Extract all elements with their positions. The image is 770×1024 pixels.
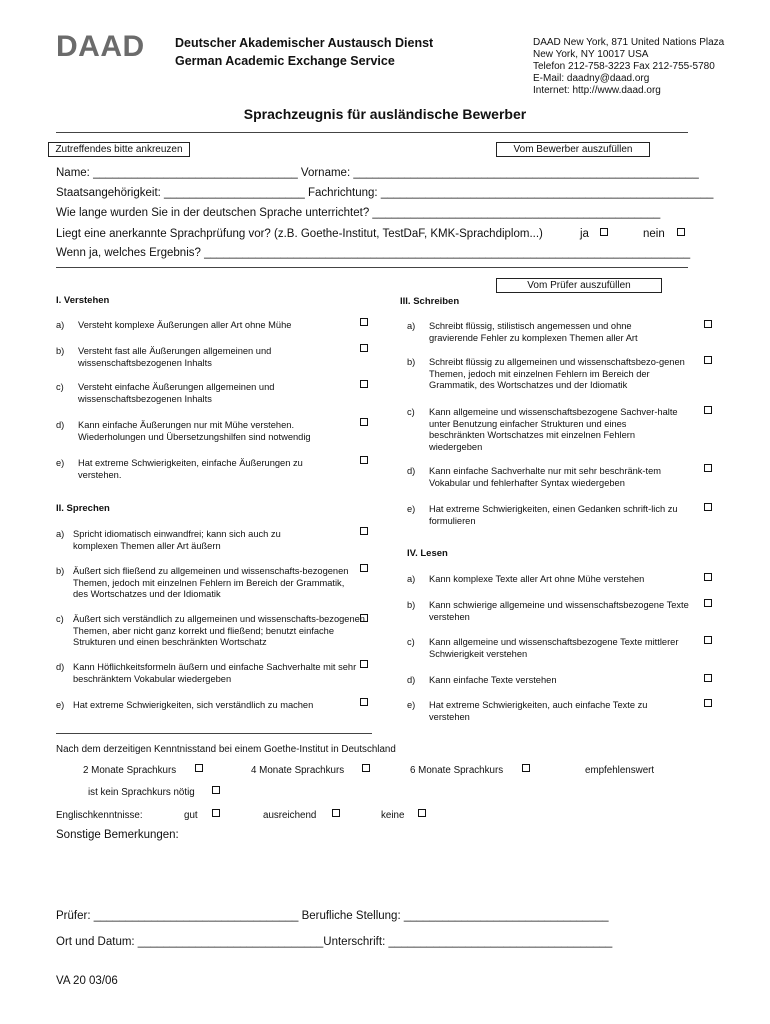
form-title: Sprachzeugnis für ausländische Bewerber (243, 106, 527, 122)
address-line: DAAD New York, 871 United Nations Plaza (533, 37, 725, 48)
checkbox[interactable] (360, 418, 368, 426)
place-date-signature-field[interactable]: Ort und Datum: _____________________________Unterschrift: ___________________________________ (56, 936, 613, 948)
checkbox[interactable] (360, 380, 368, 388)
remarks-label: Sonstige Bemerkungen: (56, 829, 179, 841)
address-line: Internet: http://www.daad.org (533, 85, 661, 96)
duration-field[interactable]: Wie lange wurden Sie in der deutschen Sprache unterrichtet? _____________________________________________ (56, 207, 661, 219)
checkbox[interactable] (704, 636, 712, 644)
section-title-verstehen: I. Verstehen (56, 295, 110, 306)
nein-label: nein (643, 228, 665, 240)
checkbox[interactable] (360, 698, 368, 706)
nationality-field[interactable]: Staatsangehörigkeit: ______________________ Fachrichtung: ____________________________________________________ (56, 187, 714, 199)
ja-label: ja (580, 228, 589, 240)
english-gut-label: gut (184, 810, 198, 821)
english-ausreichend-label: ausreichend (263, 810, 317, 821)
address-line: E-Mail: daadny@daad.org (533, 73, 650, 84)
checkbox[interactable] (704, 503, 712, 511)
divider (56, 132, 688, 133)
checkbox[interactable] (704, 674, 712, 682)
checkbox-6-months[interactable] (522, 764, 530, 772)
option-6-months: 6 Monate Sprachkurs (410, 765, 504, 776)
examiner-field[interactable]: Prüfer: ________________________________ Berufliche Stellung: ________________________________ (56, 910, 609, 922)
examiner-section-label: Vom Prüfer auszufüllen (496, 278, 662, 293)
checkbox[interactable] (360, 527, 368, 535)
section-title-lesen: IV. Lesen (407, 548, 448, 559)
address-block (533, 37, 724, 97)
org-name-en: German Academic Exchange Service (175, 54, 395, 68)
address-line: New York, NY 10017 USA (533, 49, 649, 60)
checkbox[interactable] (360, 344, 368, 352)
checkbox[interactable] (360, 614, 368, 622)
section-title-sprechen: II. Sprechen (56, 503, 110, 514)
english-keine-label: keine (381, 810, 405, 821)
address-line: Telefon 212-758-3223 Fax 212-755-5780 (533, 61, 715, 72)
english-ausreichend-checkbox[interactable] (332, 809, 340, 817)
form-code: VA 20 03/06 (56, 975, 118, 987)
no-course-label: ist kein Sprachkurs nötig (88, 787, 195, 798)
english-gut-checkbox[interactable] (212, 809, 220, 817)
option-4-months: 4 Monate Sprachkurs (251, 765, 345, 776)
checkbox[interactable] (704, 406, 712, 414)
daad-logo: DAAD (56, 30, 145, 63)
ja-checkbox[interactable] (600, 228, 608, 236)
english-keine-checkbox[interactable] (418, 809, 426, 817)
recommended-label: empfehlenswert (585, 765, 655, 776)
checkbox[interactable] (360, 660, 368, 668)
checkbox[interactable] (704, 464, 712, 472)
name-field[interactable]: Name: ________________________________ Vorname: ______________________________________________________ (56, 167, 699, 179)
checkbox[interactable] (360, 456, 368, 464)
checkbox-no-course[interactable] (212, 786, 220, 794)
checkbox[interactable] (704, 356, 712, 364)
exam-question: Liegt eine anerkannte Sprachprüfung vor? (z.B. Goethe-Institut, TestDaF, KMK-Sprachdiplom...) (56, 228, 543, 240)
org-name-de: Deutscher Akademischer Austausch Dienst (175, 36, 434, 50)
checkbox[interactable] (704, 699, 712, 707)
nein-checkbox[interactable] (677, 228, 685, 236)
result-field[interactable]: Wenn ja, welches Ergebnis? ____________________________________________________________________________ (56, 247, 691, 259)
checkbox-2-months[interactable] (195, 764, 203, 772)
checkbox[interactable] (360, 564, 368, 572)
checkbox-4-months[interactable] (362, 764, 370, 772)
recommendation-intro: Nach dem derzeitigen Kenntnisstand bei einem Goethe-Institut in Deutschland (56, 744, 396, 755)
applicant-section-label: Vom Bewerber auszufüllen (496, 142, 650, 157)
english-label: Englischkenntnisse: (56, 810, 143, 821)
checkbox[interactable] (704, 599, 712, 607)
option-2-months: 2 Monate Sprachkurs (83, 765, 177, 776)
checkbox[interactable] (360, 318, 368, 326)
divider (56, 733, 372, 734)
divider (56, 267, 688, 268)
section-title-schreiben: III. Schreiben (400, 296, 460, 307)
checkbox[interactable] (704, 320, 712, 328)
instruction-box: Zutreffendes bitte ankreuzen (48, 142, 190, 157)
checkbox[interactable] (704, 573, 712, 581)
